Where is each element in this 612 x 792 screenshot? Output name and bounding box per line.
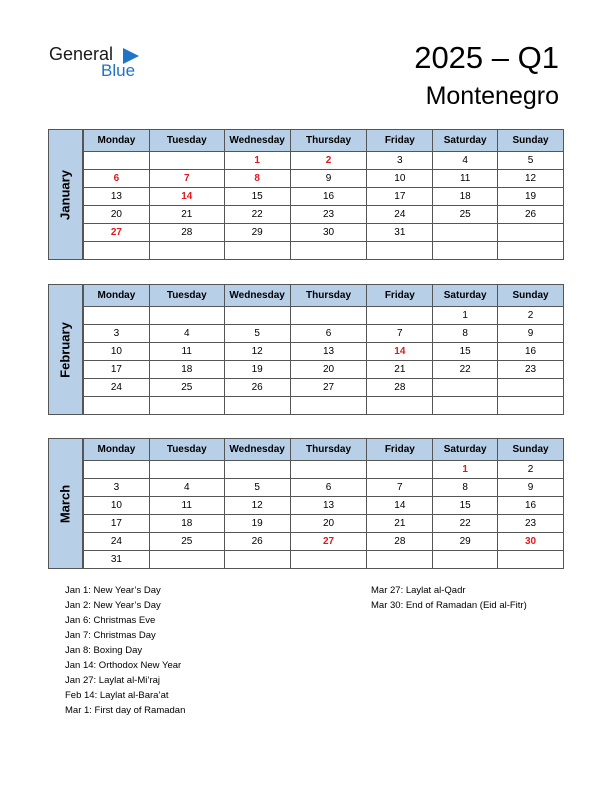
day-cell: 22: [224, 206, 290, 224]
day-cell: 25: [149, 379, 224, 397]
holiday-day-cell: 27: [290, 533, 367, 551]
holiday-note: Jan 6: Christmas Eve: [65, 615, 156, 626]
day-cell: 17: [84, 515, 150, 533]
holiday-note: Jan 2: New Year’s Day: [65, 600, 161, 611]
holiday-note: Jan 27: Laylat al-Mi’raj: [65, 675, 161, 686]
holiday-day-cell: 7: [149, 170, 224, 188]
day-cell: [149, 461, 224, 479]
day-cell: 15: [433, 343, 498, 361]
month-name: March: [57, 484, 73, 523]
day-cell: 12: [224, 343, 290, 361]
day-cell: 11: [149, 497, 224, 515]
holiday-day-cell: 14: [367, 343, 433, 361]
day-cell: [224, 461, 290, 479]
day-cell: 3: [84, 479, 150, 497]
week-row: [84, 361, 564, 379]
day-cell: 31: [367, 224, 433, 242]
weekday-header-row: [84, 439, 564, 461]
weekday-header: Friday: [367, 130, 433, 152]
day-cell: 8: [433, 479, 498, 497]
week-row: [84, 461, 564, 479]
day-cell: 5: [498, 152, 564, 170]
day-cell: [84, 152, 150, 170]
generalblue-logo: [49, 44, 149, 84]
day-cell: 27: [290, 379, 367, 397]
weekday-header: Tuesday: [149, 439, 224, 461]
day-cell: [149, 551, 224, 569]
day-cell: 11: [433, 170, 498, 188]
month-name: February: [57, 321, 73, 378]
day-cell: 15: [224, 188, 290, 206]
day-cell: 16: [498, 343, 564, 361]
day-cell: 29: [433, 533, 498, 551]
day-cell: [498, 379, 564, 397]
weekday-header: Saturday: [433, 439, 498, 461]
day-cell: [367, 461, 433, 479]
weekday-header: Friday: [367, 285, 433, 307]
day-cell: 4: [149, 479, 224, 497]
day-cell: [433, 397, 498, 415]
weekday-header: Wednesday: [224, 439, 290, 461]
day-cell: [498, 224, 564, 242]
day-cell: 16: [498, 497, 564, 515]
day-cell: [498, 242, 564, 260]
day-cell: 3: [367, 152, 433, 170]
day-cell: [290, 461, 367, 479]
day-cell: 12: [224, 497, 290, 515]
logo-general-text: General: [49, 44, 114, 64]
day-cell: [433, 242, 498, 260]
day-cell: 21: [367, 361, 433, 379]
day-cell: 13: [290, 497, 367, 515]
weekday-header: Sunday: [498, 439, 564, 461]
day-cell: 24: [84, 379, 150, 397]
weekday-header: Wednesday: [224, 130, 290, 152]
day-cell: 29: [224, 224, 290, 242]
day-cell: [367, 307, 433, 325]
day-cell: [149, 242, 224, 260]
weekday-header: Friday: [367, 439, 433, 461]
holiday-day-cell: 1: [433, 461, 498, 479]
day-cell: 12: [498, 170, 564, 188]
day-cell: [367, 242, 433, 260]
week-row: [84, 533, 564, 551]
holiday-note: Jan 8: Boxing Day: [65, 645, 143, 656]
holiday-note: Feb 14: Laylat al-Bara’at: [65, 690, 169, 701]
week-row: [84, 325, 564, 343]
week-row: [84, 497, 564, 515]
day-cell: 6: [290, 325, 367, 343]
day-cell: 19: [498, 188, 564, 206]
day-cell: [224, 397, 290, 415]
day-cell: [433, 224, 498, 242]
holiday-note: Mar 27: Laylat al-Qadr: [371, 585, 466, 596]
day-cell: [367, 551, 433, 569]
day-cell: 10: [84, 343, 150, 361]
day-cell: 2: [498, 307, 564, 325]
month-block-march: [48, 438, 564, 569]
weekday-header: Wednesday: [224, 285, 290, 307]
day-cell: 16: [290, 188, 367, 206]
day-cell: 20: [290, 515, 367, 533]
weekday-header: Thursday: [290, 130, 367, 152]
day-cell: 5: [224, 479, 290, 497]
day-cell: 7: [367, 479, 433, 497]
day-cell: 26: [498, 206, 564, 224]
holiday-day-cell: 30: [498, 533, 564, 551]
day-cell: [224, 242, 290, 260]
day-cell: 23: [498, 515, 564, 533]
day-cell: 9: [290, 170, 367, 188]
day-cell: 22: [433, 361, 498, 379]
day-cell: [290, 551, 367, 569]
day-cell: 2: [498, 461, 564, 479]
day-cell: 13: [290, 343, 367, 361]
month-label-band: [48, 284, 83, 415]
day-cell: 28: [367, 379, 433, 397]
day-cell: [290, 307, 367, 325]
day-cell: 25: [433, 206, 498, 224]
holiday-day-cell: 14: [149, 188, 224, 206]
day-cell: 4: [149, 325, 224, 343]
month-label-band: [48, 438, 83, 569]
weekday-header: Saturday: [433, 285, 498, 307]
day-cell: [84, 242, 150, 260]
week-row: [84, 379, 564, 397]
day-cell: 26: [224, 533, 290, 551]
day-cell: 1: [433, 307, 498, 325]
holiday-notes-left: [65, 583, 185, 718]
weekday-header: Saturday: [433, 130, 498, 152]
day-cell: 10: [367, 170, 433, 188]
holiday-notes-right: [371, 583, 527, 613]
week-row: [84, 307, 564, 325]
holiday-day-cell: 1: [224, 152, 290, 170]
weekday-header: Monday: [84, 130, 150, 152]
day-cell: 24: [367, 206, 433, 224]
holiday-note: Mar 30: End of Ramadan (Eid al-Fitr): [371, 600, 527, 611]
week-row: [84, 206, 564, 224]
holiday-note: Jan 14: Orthodox New Year: [65, 660, 182, 671]
day-cell: 11: [149, 343, 224, 361]
day-cell: 17: [84, 361, 150, 379]
day-cell: 6: [290, 479, 367, 497]
day-cell: 3: [84, 325, 150, 343]
month-label-band: [48, 129, 83, 260]
day-cell: 18: [149, 361, 224, 379]
week-row: [84, 515, 564, 533]
page-title: 2025 – Q1: [414, 40, 559, 75]
day-cell: 19: [224, 361, 290, 379]
week-row: [84, 170, 564, 188]
day-cell: 21: [149, 206, 224, 224]
day-cell: [84, 461, 150, 479]
day-cell: 9: [498, 479, 564, 497]
day-cell: [224, 307, 290, 325]
holiday-note: Mar 1: First day of Ramadan: [65, 705, 186, 716]
week-row: [84, 242, 564, 260]
week-row: [84, 152, 564, 170]
day-cell: 30: [290, 224, 367, 242]
day-cell: [224, 551, 290, 569]
day-cell: 10: [84, 497, 150, 515]
day-cell: 25: [149, 533, 224, 551]
day-cell: 9: [498, 325, 564, 343]
day-cell: 15: [433, 497, 498, 515]
day-cell: [498, 397, 564, 415]
week-row: [84, 343, 564, 361]
week-row: [84, 551, 564, 569]
week-row: [84, 479, 564, 497]
day-cell: [290, 242, 367, 260]
weekday-header: Sunday: [498, 130, 564, 152]
weekday-header: Thursday: [290, 439, 367, 461]
country-name: Montenegro: [425, 82, 559, 110]
day-cell: 22: [433, 515, 498, 533]
holiday-day-cell: 6: [84, 170, 150, 188]
day-cell: [290, 397, 367, 415]
day-cell: 31: [84, 551, 150, 569]
weekday-header: Monday: [84, 285, 150, 307]
day-cell: 5: [224, 325, 290, 343]
holiday-note: Jan 1: New Year’s Day: [65, 585, 161, 596]
day-cell: 26: [224, 379, 290, 397]
month-calendar-table: [83, 438, 564, 569]
day-cell: 19: [224, 515, 290, 533]
weekday-header: Thursday: [290, 285, 367, 307]
holiday-day-cell: 27: [84, 224, 150, 242]
month-calendar-table: [83, 129, 564, 260]
month-block-january: [48, 129, 564, 260]
day-cell: 23: [290, 206, 367, 224]
day-cell: 7: [367, 325, 433, 343]
day-cell: 28: [367, 533, 433, 551]
week-row: [84, 188, 564, 206]
day-cell: [433, 551, 498, 569]
day-cell: [367, 397, 433, 415]
day-cell: [149, 152, 224, 170]
day-cell: 18: [149, 515, 224, 533]
day-cell: [149, 397, 224, 415]
week-row: [84, 397, 564, 415]
day-cell: 20: [84, 206, 150, 224]
month-block-february: [48, 284, 564, 415]
day-cell: 14: [367, 497, 433, 515]
month-name: January: [57, 169, 73, 220]
weekday-header: Tuesday: [149, 130, 224, 152]
day-cell: [498, 551, 564, 569]
day-cell: 24: [84, 533, 150, 551]
day-cell: 18: [433, 188, 498, 206]
weekday-header-row: [84, 285, 564, 307]
weekday-header-row: [84, 130, 564, 152]
day-cell: 20: [290, 361, 367, 379]
weekday-header: Tuesday: [149, 285, 224, 307]
weekday-header: Sunday: [498, 285, 564, 307]
month-calendar-table: [83, 284, 564, 415]
day-cell: [84, 397, 150, 415]
holiday-day-cell: 2: [290, 152, 367, 170]
day-cell: 21: [367, 515, 433, 533]
week-row: [84, 224, 564, 242]
weekday-header: Monday: [84, 439, 150, 461]
day-cell: [149, 307, 224, 325]
day-cell: 28: [149, 224, 224, 242]
day-cell: 4: [433, 152, 498, 170]
day-cell: [84, 307, 150, 325]
holiday-note: Jan 7: Christmas Day: [65, 630, 156, 641]
day-cell: 13: [84, 188, 150, 206]
day-cell: 17: [367, 188, 433, 206]
holiday-day-cell: 8: [224, 170, 290, 188]
day-cell: [433, 379, 498, 397]
logo-blue-text: Blue: [101, 61, 136, 80]
day-cell: 8: [433, 325, 498, 343]
day-cell: 23: [498, 361, 564, 379]
